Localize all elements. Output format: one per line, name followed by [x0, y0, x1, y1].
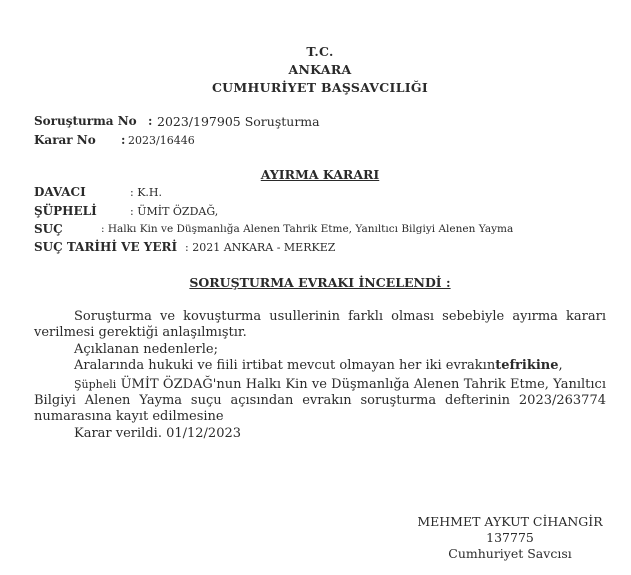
karar-no-value: 2023/16446	[128, 134, 195, 147]
supheli-label: ŞÜPHELİ	[34, 204, 97, 218]
paragraph-5: Karar verildi. 01/12/2023	[74, 426, 242, 441]
davaci-value: : K.H.	[130, 186, 163, 199]
paragraph-3	[74, 358, 563, 373]
signature-number: 137775	[486, 530, 534, 545]
paragraph-3-text: Aralarında hukuki ve fiili irtibat mevcut olmayan her iki evrakın	[74, 358, 496, 373]
signature-role: Cumhuriyet Savcısı	[448, 546, 572, 561]
paragraph-1: Soruşturma ve kovuşturma usullerinin farklı olması sebebiyle ayırma kararı verilmesi gerektiği anlaşılmıştır.	[34, 309, 606, 340]
paragraph-4-prefix: Şüpheli	[74, 378, 117, 391]
sorusturma-no-label: Soruşturma No	[34, 114, 137, 128]
signature-name: MEHMET AYKUT CİHANGİR	[417, 514, 603, 529]
paragraph-2: Açıklanan nedenlerle;	[74, 342, 218, 357]
suc-tarihi-value: : 2021 ANKARA - MERKEZ	[185, 241, 336, 254]
decision-title: AYIRMA KARARI	[260, 167, 380, 182]
header-city: ANKARA	[288, 62, 352, 77]
paragraph-4-text: ÜMİT ÖZDAĞ'nun Halkı Kin ve Düşmanlığa Alenen Tahrik Etme, Yanıltıcı Bilgiyi Alenen Yayma suçu açısından evrakın soruşturma defterinin 2023/263774 numarasına kayıt edilmesine	[34, 377, 606, 424]
suc-label: SUÇ	[34, 222, 63, 236]
paragraph-4	[34, 377, 606, 425]
suc-tarihi-label: SUÇ TARİHİ VE YERİ	[34, 240, 178, 254]
sorusturma-no-value: 2023/197905 Soruşturma	[157, 114, 320, 129]
davaci-label: DAVACI	[34, 185, 86, 199]
suc-value: : Halkı Kin ve Düşmanlığa Alenen Tahrik Etme, Yanıltıcı Bilgiyi Alenen Yayma	[101, 223, 514, 235]
header-tc: T.C.	[306, 44, 334, 59]
supheli-value: : ÜMİT ÖZDAĞ,	[130, 205, 219, 218]
paragraph-3-end: ,	[558, 358, 563, 373]
sorusturma-no-colon: :	[148, 114, 153, 128]
header-office: CUMHURİYET BAŞSAVCILIĞI	[211, 80, 429, 95]
karar-no-colon: :	[121, 133, 126, 147]
karar-no-label: Karar No	[34, 133, 96, 147]
paragraph-3-bold: tefrikine	[495, 358, 559, 373]
section-title: SORUŞTURMA EVRAKI İNCELENDİ :	[189, 275, 451, 290]
